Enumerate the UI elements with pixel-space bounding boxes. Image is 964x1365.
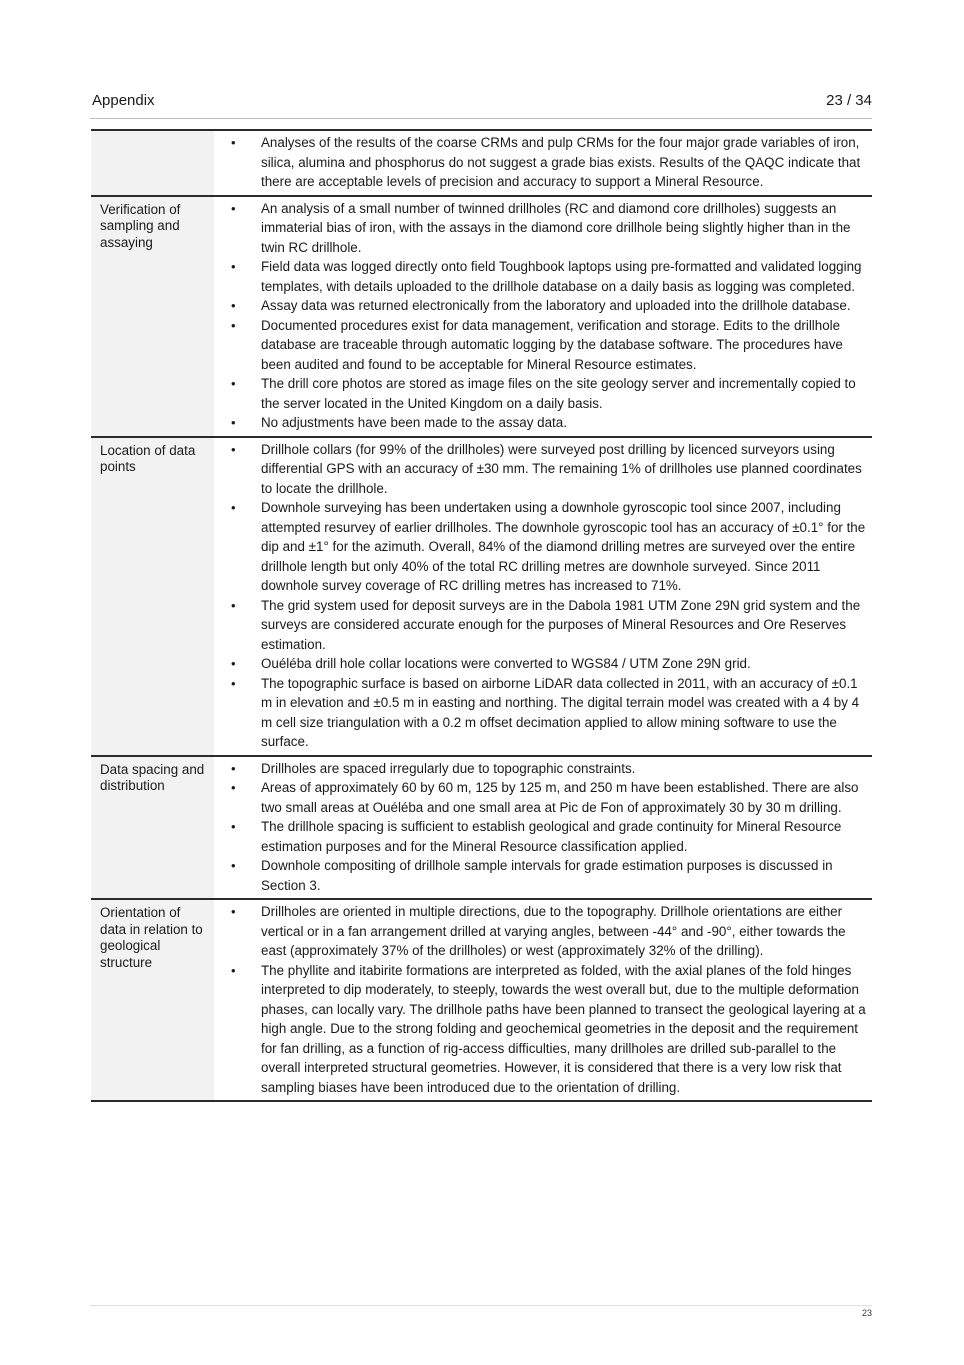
row-content	[214, 437, 872, 756]
criteria-table	[91, 129, 872, 1102]
bullet-item: • Field data was logged directly onto field Toughbook laptops using pre-formatted and validated logging templates, with details uploaded to the drillhole database on a daily basis as logging was completed.	[214, 257, 866, 296]
bullet-list	[214, 759, 866, 896]
row-label: Verification of sampling and assaying	[91, 196, 214, 437]
header-divider	[90, 118, 872, 119]
bullet-item: • Downhole surveying has been undertaken using a downhole gyroscopic tool since 2007, including attempted resurvey of earlier drillholes. The downhole gyroscopic tool has an accuracy of ±0.1° for the dip and ±1° for the azimuth. Overall, 84% of the diamond drilling metres are surveyed over the entire drillhole length but only 40% of the total RC drilling metres are downhole surveyed. Since 2011 downhole survey coverage of RC drilling metres has increased to 71%.	[214, 498, 866, 596]
bullet-item: • An analysis of a small number of twinned drillholes (RC and diamond core drillholes) suggests an immaterial bias of iron, with the assays in the diamond core drillhole being slightly higher than in the twin RC drillhole.	[214, 199, 866, 258]
bullet-list	[214, 133, 866, 192]
header-page-number: 23 / 34	[826, 92, 872, 109]
bullet-item: • Downhole compositing of drillhole sample intervals for grade estimation purposes is discussed in Section 3.	[214, 856, 866, 895]
bullet-list	[214, 199, 866, 433]
bullet-item: • The phyllite and itabirite formations are interpreted as folded, with the axial planes of the fold hinges interpreted to dip moderately, to steeply, towards the west overall but, due to the multiple deformation phases, can locally vary. The drillhole paths have been planned to transect the geological layering at a high angle. Due to the strong folding and geochemical geometries in the deposit and the requirement for fan drilling, as a function of rig-access difficulties, many drillholes are drilled sub-parallel to the overall interpreted structural geometries. However, it is considered that there is a very low risk that sampling biases have been introduced due to the orientation of drilling.	[214, 961, 866, 1098]
bullet-item: • Ouéléba drill hole collar locations were converted to WGS84 / UTM Zone 29N grid.	[214, 654, 866, 674]
page-header	[92, 92, 872, 109]
table-row	[91, 130, 872, 196]
row-label	[91, 130, 214, 196]
row-label: Location of data points	[91, 437, 214, 756]
row-content	[214, 756, 872, 900]
bullet-item: • Drillhole collars (for 99% of the drillholes) were surveyed post drilling by licenced surveyors using differential GPS with an accuracy of ±30 mm. The remaining 1% of drillholes use planned coordinates to locate the drillhole.	[214, 440, 866, 499]
header-title: Appendix	[92, 92, 155, 109]
row-label: Orientation of data in relation to geological structure	[91, 899, 214, 1101]
row-content	[214, 196, 872, 437]
bullet-item: • Analyses of the results of the coarse CRMs and pulp CRMs for the four major grade variables of iron, silica, alumina and phosphorus do not suggest a grade bias exists. Results of the QAQC indicate that there are acceptable levels of precision and accuracy to support a Mineral Resource.	[214, 133, 866, 192]
bullet-item: • The grid system used for deposit surveys are in the Dabola 1981 UTM Zone 29N grid system and the surveys are considered accurate enough for the purposes of Mineral Resources and Ore Reserves estimation.	[214, 596, 866, 655]
bullet-list	[214, 902, 866, 1097]
bullet-item: • The drillhole spacing is sufficient to establish geological and grade continuity for Mineral Resource estimation purposes and for the Mineral Resource classification applied.	[214, 817, 866, 856]
bullet-item: • Drillholes are oriented in multiple directions, due to the topography. Drillhole orientations are either vertical or in a fan arrangement drilled at varying angles, between -44° and -90°, either towards the east (approximately 37% of the drillholes) or west (approximately 32% of the drilling).	[214, 902, 866, 961]
bullet-item: • Documented procedures exist for data management, verification and storage. Edits to the drillhole database are traceable through automatic logging by the database software. The procedures have been audited and found to be acceptable for Mineral Resource estimates.	[214, 316, 866, 375]
bullet-list	[214, 440, 866, 752]
table-row	[91, 437, 872, 756]
table-row	[91, 756, 872, 900]
bullet-item: • The drill core photos are stored as image files on the site geology server and incrementally copied to the server located in the United Kingdom on a daily basis.	[214, 374, 866, 413]
table-row	[91, 899, 872, 1101]
table-row	[91, 196, 872, 437]
bullet-item: • Drillholes are spaced irregularly due to topographic constraints.	[214, 759, 866, 779]
bullet-item: • No adjustments have been made to the assay data.	[214, 413, 866, 433]
footer-page-number: 23	[861, 1308, 872, 1318]
row-content	[214, 130, 872, 196]
bullet-item: • The topographic surface is based on airborne LiDAR data collected in 2011, with an accuracy of ±0.1 m in elevation and ±0.5 m in easting and northing. The digital terrain model was created with a 4 by 4 m cell size triangulation with a 0.2 m offset decimation applied to allow mining software to use the surface.	[214, 674, 866, 752]
row-content	[214, 899, 872, 1101]
footer-divider	[90, 1305, 872, 1306]
bullet-item: • Assay data was returned electronically from the laboratory and uploaded into the drillhole database.	[214, 296, 866, 316]
bullet-item: • Areas of approximately 60 by 60 m, 125 by 125 m, and 250 m have been established. There are also two small areas at Ouéléba and one small area at Pic de Fon of approximately 30 by 30 m drilling.	[214, 778, 866, 817]
row-label: Data spacing and distribution	[91, 756, 214, 900]
